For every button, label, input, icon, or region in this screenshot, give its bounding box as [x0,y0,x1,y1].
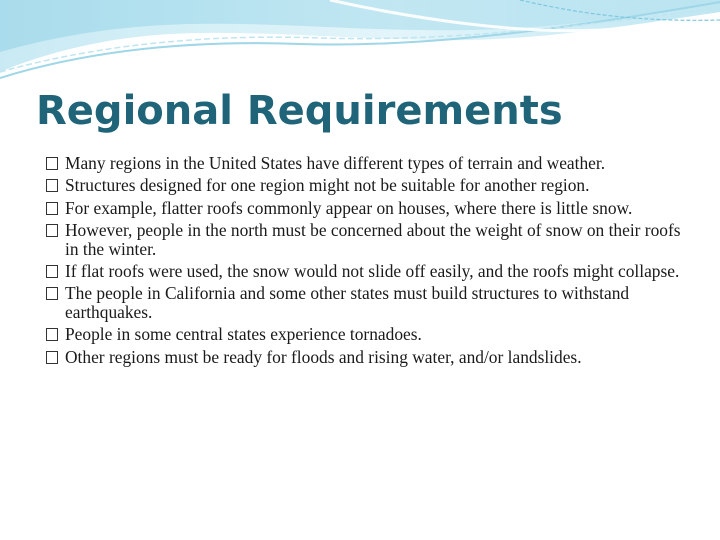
bullet-text: Structures designed for one region might not be suitable for another region. [65,175,590,196]
box-glyph-icon [46,287,58,300]
bullet-text: People in some central states experience tornadoes. [65,324,422,345]
bullet-item [46,176,682,195]
slide-title: Regional Requirements [36,88,563,134]
bullet-text: However, people in the north must be concerned about the weight of snow on their roofs in the winter. [65,219,681,259]
box-glyph-icon [46,179,58,192]
bullet-item [46,221,682,259]
bullet-text: The people in California and some other states must build structures to withstand earthquakes. [65,283,630,323]
bullet-text: Many regions in the United States have different types of terrain and weather. [65,153,606,173]
bullet-text: If flat roofs were used, the snow would not slide off easily, and the roofs might collapse. [65,260,680,281]
bullet-item [46,348,682,367]
bullet-list [46,154,682,370]
box-glyph-icon [46,157,58,170]
bullet-item [46,325,682,344]
bullet-item [46,154,682,173]
bullet-text: Other regions must be ready for floods and rising water, and/or landslides. [65,346,582,367]
box-glyph-icon [46,351,58,364]
box-glyph-icon [46,328,58,341]
bullet-item [46,262,682,281]
bullet-text: For example, flatter roofs commonly appear on houses, where there is little snow. [65,197,633,218]
bullet-item [46,284,682,322]
box-glyph-icon [46,224,58,237]
bullet-item [46,199,682,218]
box-glyph-icon [46,202,58,215]
box-glyph-icon [46,265,58,278]
header-wave-decoration [0,0,720,100]
